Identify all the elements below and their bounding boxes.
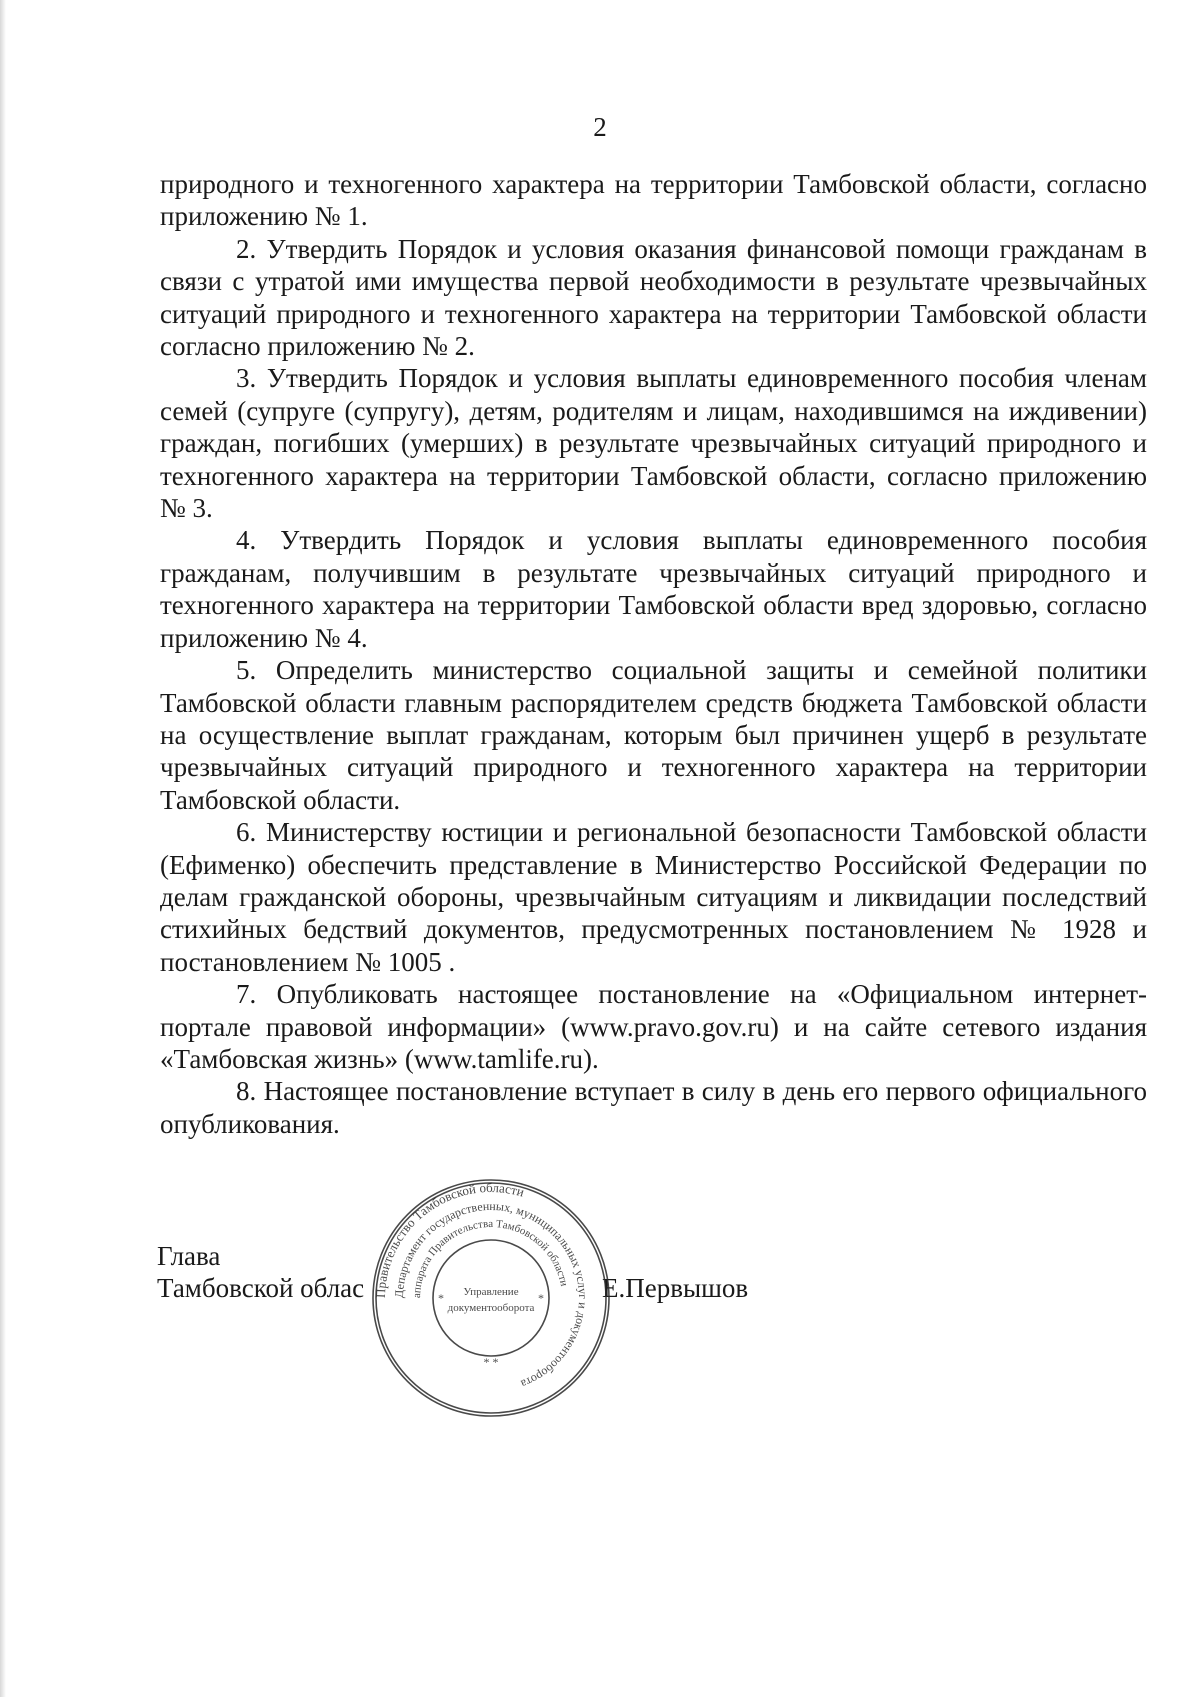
paragraph-item-3: 3. Утвердить Порядок и условия выплаты единовременного пособия членам семей (супруге (супругу), детям, родителям и лицам, находившимся на иждивении) граждан, погибших (умерших) в результате чрезвычайных ситуаций природного и техногенного характера на территории Тамбовской области, согласно приложению № 3. (160, 363, 1147, 524)
seal-star-right-icon: * (538, 1291, 544, 1305)
paragraph-item-6: 6. Министерству юстиции и региональной безопасности Тамбовской области (Ефименко) обеспечить представление в Министерство Российской Федерации по делам гражданской обороны, чрезвычайным ситуациям и ликвидации последствий стихийных бедствий документов, предусмотренных постановлением № 1928 и постановлением № 1005 . (160, 817, 1147, 977)
seal-middle-ring-text: Департамент государственных, муниципальных услуг и документооборота (391, 1198, 591, 1392)
paragraph-item-8: 8. Настоящее постановление вступает в силу в день его первого официального опубликования. (160, 1076, 1147, 1139)
seal-star-bottom-icon: * * (483, 1355, 499, 1369)
seal-star-left-icon: * (438, 1291, 444, 1305)
paragraph-item-7: 7. Опубликовать настоящее постановление на «Официальном интернет-портале правовой информации» (www.pravo.gov.ru) и на сайте сетевого издания «Тамбовская жизнь» (www.tamlife.ru). (160, 979, 1147, 1074)
paragraph-continuation: природного и техногенного характера на территории Тамбовской области, согласно приложению № 1. (160, 169, 1147, 232)
signature-block (157, 1240, 364, 1304)
seal-inner-ring-text: аппарата Правительства Тамбовской области (410, 1217, 570, 1299)
page-number: 2 (593, 112, 607, 142)
scan-edge-shadow (0, 0, 6, 1697)
official-seal-stamp (371, 1178, 611, 1418)
seal-outer-ring-text: Правительство Тамбовской области (372, 1179, 526, 1299)
signatory-name: Е.Первышов (602, 1273, 749, 1303)
seal-center-line1: Управление (463, 1286, 519, 1298)
document-body (160, 168, 1147, 1140)
seal-center-line2: документооборота (447, 1302, 535, 1314)
paragraph-item-4: 4. Утвердить Порядок и условия выплаты единовременного пособия гражданам, получившим в результате чрезвычайных ситуаций природного и техногенного характера на территории Тамбовской области вред здоровью, согласно приложению № 4. (160, 525, 1147, 653)
signature-title-line2: Тамбовской облас (157, 1273, 365, 1303)
paragraph-item-2: 2. Утвердить Порядок и условия оказания финансовой помощи гражданам в связи с утратой ими имущества первой необходимости в результате чрезвычайных ситуаций природного и техногенного характера на территории Тамбовской области согласно приложению № 2. (160, 233, 1147, 362)
paragraph-item-5: 5. Определить министерство социальной защиты и семейной политики Тамбовской области главным распорядителем средств бюджета Тамбовской области на осуществление выплат гражданам, которым был причинен ущерб в результате чрезвычайных ситуаций природного и техногенного характера на территории Тамбовской области. (160, 655, 1147, 815)
signature-title-line1: Глава (157, 1241, 221, 1271)
